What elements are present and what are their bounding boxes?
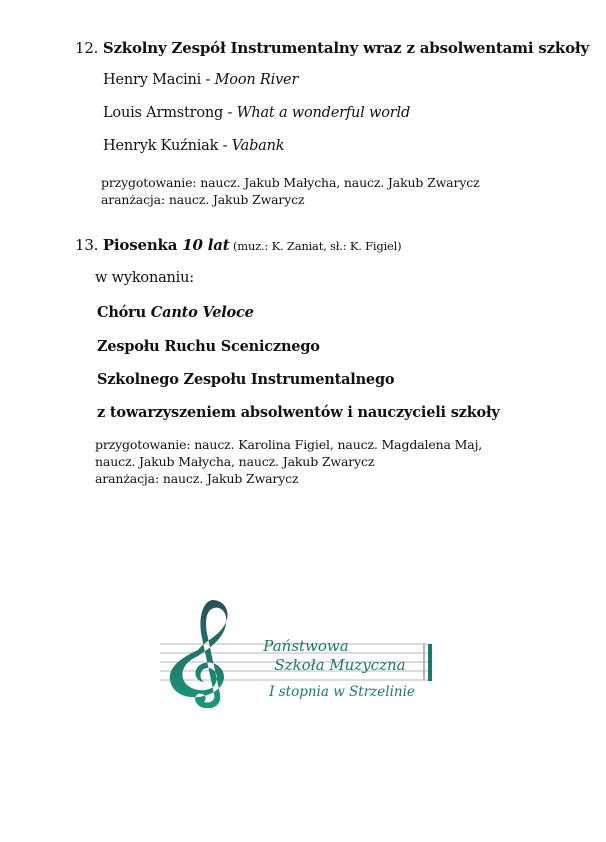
performer-1 <box>97 304 254 321</box>
item-credits: (muz.: K. Zaniat, sł.: K. Figiel) <box>229 239 402 253</box>
preparation-line: naucz. Jakub Małycha, naucz. Jakub Zwarycz <box>95 454 375 469</box>
preparation-line: przygotowanie: naucz. Karolina Figiel, naucz. Magdalena Maj, <box>95 437 483 452</box>
item-12-preparation <box>101 174 480 208</box>
item-13-preparation <box>95 436 482 487</box>
logo-line-1: Państwowa <box>263 637 349 655</box>
performer-4 <box>97 404 500 421</box>
performer-3 <box>97 371 394 388</box>
performer-2 <box>97 338 320 355</box>
performer-text: Zespołu Ruchu Scenicznego <box>97 338 320 355</box>
piece-composer: Louis Armstrong <box>103 105 224 121</box>
treble-clef-staff-icon <box>158 598 438 708</box>
logo-line-2: Szkoła Muzyczna <box>274 656 406 674</box>
logo-line-3: I stopnia w Strzelinie <box>269 684 415 700</box>
item-title: Szkolny Zespół Instrumentalny wraz z absolwentami szkoły <box>102 39 589 57</box>
piece-separator: - <box>201 72 215 88</box>
arrangement-line: aranżacja: naucz. Jakub Zwarycz <box>95 471 299 486</box>
performance-intro: w wykonaniu: <box>95 270 194 286</box>
program-item-12-heading <box>75 39 589 57</box>
piece-separator: - <box>218 138 232 154</box>
piece-composer: Henryk Kuźniak <box>103 138 219 154</box>
item-title-prefix: Piosenka <box>102 236 183 254</box>
piece-2 <box>103 105 410 121</box>
piece-title: What a wonderful world <box>236 105 411 121</box>
item-number: 12. <box>75 39 99 57</box>
program-item-13-heading <box>75 236 401 254</box>
piece-title: Moon River <box>214 72 299 88</box>
arrangement-line: aranżacja: naucz. Jakub Zwarycz <box>101 192 305 207</box>
piece-composer: Henry Macini <box>103 72 202 88</box>
performer-text: Chóru <box>97 304 151 321</box>
piece-separator: - <box>223 105 237 121</box>
piece-1 <box>103 72 298 88</box>
performer-text: Szkolnego Zespołu Instrumentalnego <box>97 371 395 388</box>
item-title-italic: 10 lat <box>182 236 230 254</box>
item-number: 13. <box>75 236 99 254</box>
school-logo <box>158 598 438 708</box>
piece-3 <box>103 138 284 154</box>
performer-italic: Canto Veloce <box>150 304 254 321</box>
preparation-line: przygotowanie: naucz. Jakub Małycha, naucz. Jakub Zwarycz <box>101 175 480 190</box>
piece-title: Vabank <box>231 138 285 154</box>
performer-text: z towarzyszeniem absolwentów i nauczycieli szkoły <box>97 404 500 421</box>
